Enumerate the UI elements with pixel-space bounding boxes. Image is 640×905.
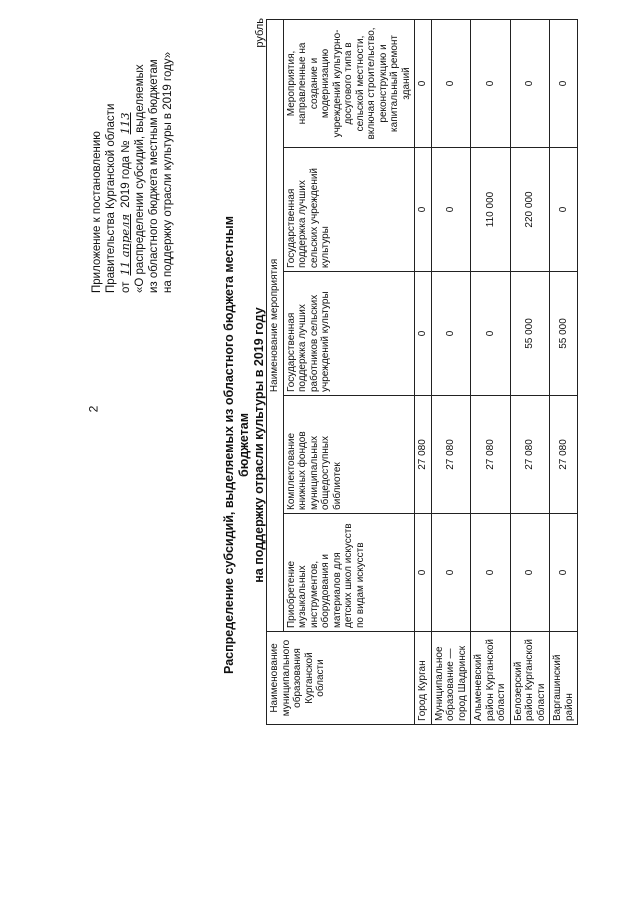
cell-value: 0 xyxy=(431,514,471,632)
table-row xyxy=(415,19,432,724)
annex-line-5: из областного бюджета местным бюджетам xyxy=(148,59,160,293)
subsidy-table xyxy=(266,19,578,725)
cell-value: 27 080 xyxy=(415,396,432,514)
header-column: Комплектование книжных фондов муниципальных общедоступных библиотек xyxy=(283,396,415,514)
annex-line-6: на поддержку отрасли культуры в 2019 году» xyxy=(162,51,174,293)
table-row xyxy=(431,19,471,724)
header-column: Государственная поддержка лучших работников сельских учреждений культуры xyxy=(283,272,415,396)
document-title xyxy=(222,215,267,675)
header-column: Государственная поддержка лучших сельских учреждений культуры xyxy=(283,148,415,272)
cell-value: 0 xyxy=(471,514,511,632)
cell-value: 0 xyxy=(431,148,471,272)
header-group: Наименование мероприятия xyxy=(267,19,284,631)
cell-value: 27 080 xyxy=(431,396,471,514)
annex-number-handwritten: 113 xyxy=(118,112,132,135)
table-row xyxy=(510,19,550,724)
cell-value: 27 080 xyxy=(510,396,550,514)
annex-line-1: Приложение к постановлению xyxy=(91,131,103,293)
cell-value: 0 xyxy=(415,272,432,396)
cell-value: 0 xyxy=(550,148,578,272)
cell-value: 0 xyxy=(510,514,550,632)
cell-value: 0 xyxy=(415,514,432,632)
cell-value: 220 000 xyxy=(510,148,550,272)
annex-date-suffix: 2019 года № xyxy=(120,140,132,208)
cell-value: 110 000 xyxy=(471,148,511,272)
cell-value: 0 xyxy=(471,19,511,147)
cell-value: 0 xyxy=(431,272,471,396)
cell-value: 0 xyxy=(510,19,550,147)
row-name: Варгашинский район xyxy=(550,632,578,725)
page-number: 2 xyxy=(86,405,101,413)
annex-date-handwritten: 11 апреля xyxy=(118,213,132,276)
unit-label: рубль xyxy=(254,18,266,48)
table-row xyxy=(550,19,578,724)
cell-value: 0 xyxy=(471,272,511,396)
row-name: Белозерский район Курганской области xyxy=(510,632,550,725)
title-line-1: Распределение субсидий, выделяемых из областного бюджета местным бюджетам xyxy=(222,216,251,674)
annex-line-4: «О распределении субсидий, выделяемых xyxy=(134,64,146,293)
header-column: Приобретение музыкальных инструментов, оборудования и материалов для детских школ искусств по видам искусств xyxy=(283,514,415,632)
cell-value: 0 xyxy=(415,148,432,272)
table-row xyxy=(471,19,511,724)
cell-value: 0 xyxy=(415,19,432,147)
annex-line-2: Правительства Курганской области xyxy=(105,103,117,293)
row-name: Муниципальное образование — город Шадринск xyxy=(431,632,471,725)
row-name: Город Курган xyxy=(415,632,432,725)
annex-date-line xyxy=(118,0,133,293)
header-column: Мероприятия, направленные на создание и модернизацию учреждений культурно-досугового типа в сельской местности, включая строительство, реконструкцию и капитальный ремонт зданий xyxy=(283,19,415,147)
title-line-2: на поддержку отрасли культуры в 2019 году xyxy=(252,307,266,583)
cell-value: 0 xyxy=(550,19,578,147)
cell-value: 27 080 xyxy=(550,396,578,514)
cell-value: 27 080 xyxy=(471,396,511,514)
annex-date-prefix: от xyxy=(120,281,132,293)
cell-value: 55 000 xyxy=(550,272,578,396)
cell-value: 0 xyxy=(431,19,471,147)
header-municipality: Наименование муниципального образования Курганской области xyxy=(267,632,415,725)
row-name: Альменевский район Курганской области xyxy=(471,632,511,725)
cell-value: 55 000 xyxy=(510,272,550,396)
cell-value: 0 xyxy=(550,514,578,632)
annex-block xyxy=(90,0,175,293)
